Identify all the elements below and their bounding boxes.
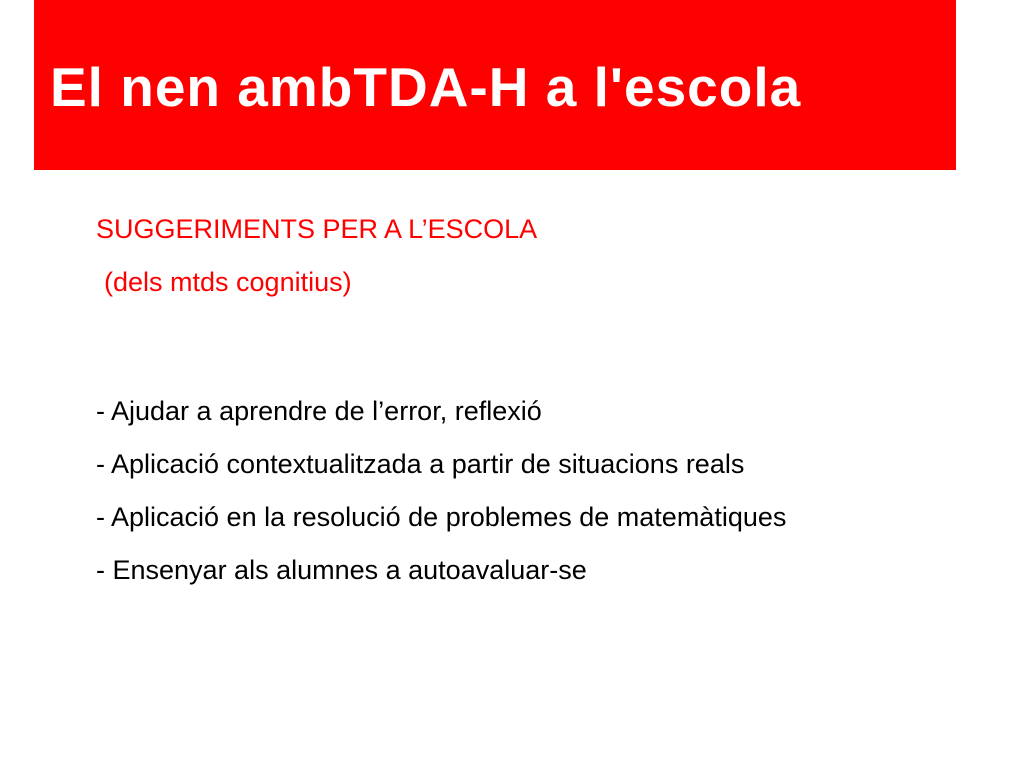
bullet-item: - Aplicació contextualitzada a partir de situacions reals: [96, 449, 745, 479]
section-heading: SUGGERIMENTS PER A L’ESCOLA: [96, 214, 538, 244]
bullet-item: - Ajudar a aprendre de l’error, reflexió: [96, 396, 542, 426]
bullet-item: - Aplicació en la resolució de problemes de matemàtiques: [96, 502, 787, 532]
bullet-item: - Ensenyar als alumnes a autoavaluar-se: [96, 555, 587, 585]
slide-content: [96, 212, 956, 606]
section-subheading: (dels mtds cognitius): [104, 267, 352, 297]
slide-title: El nen ambTDA-H a l'escola: [50, 56, 802, 118]
title-banner: [34, 0, 956, 170]
spacer: [96, 300, 956, 394]
